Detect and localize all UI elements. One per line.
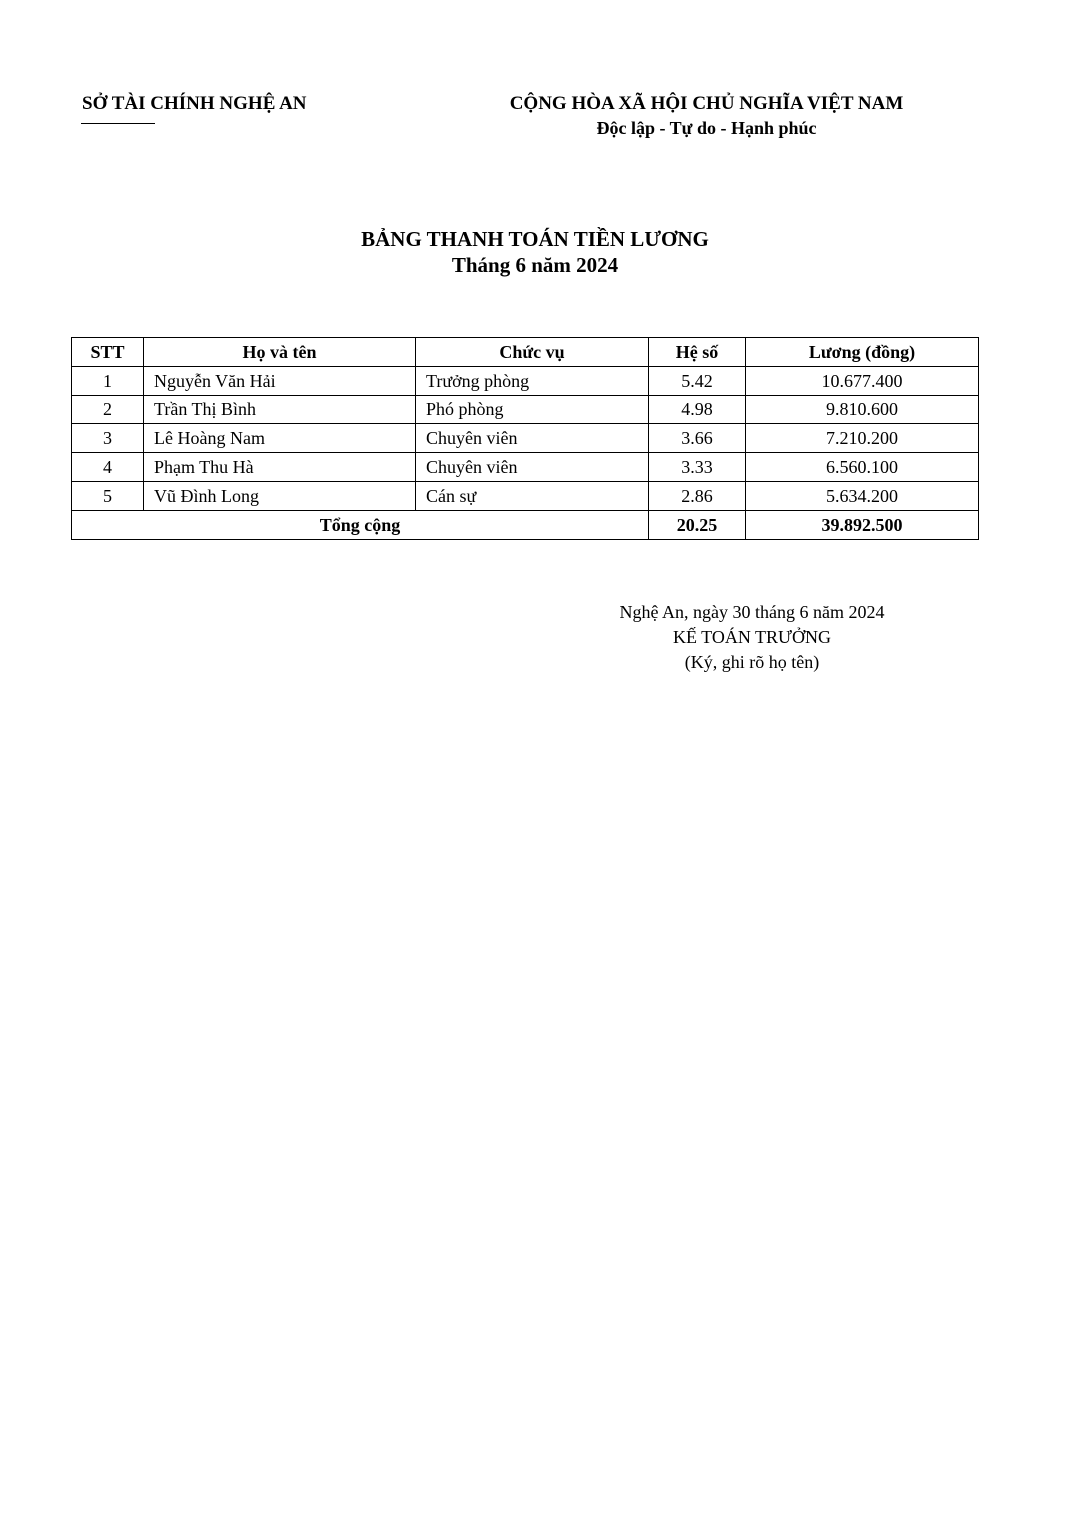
cell-stt: 1	[72, 366, 144, 395]
cell-stt: 3	[72, 424, 144, 453]
cell-position: Phó phòng	[416, 395, 649, 424]
cell-name: Nguyễn Văn Hải	[144, 366, 416, 395]
national-motto: Độc lập - Tự do - Hạnh phúc	[596, 118, 817, 138]
cell-position: Chuyên viên	[416, 424, 649, 453]
document-heading	[0, 227, 1070, 279]
cell-coefficient: 2.86	[649, 481, 746, 510]
organization-name: SỞ TÀI CHÍNH NGHỆ AN	[82, 93, 307, 114]
cell-name: Lê Hoàng Nam	[144, 424, 416, 453]
total-label: Tổng cộng	[72, 510, 649, 539]
payroll-table	[71, 337, 979, 540]
cell-salary: 10.677.400	[746, 366, 979, 395]
table-row	[72, 395, 979, 424]
cell-salary: 9.810.600	[746, 395, 979, 424]
table-header-row	[72, 338, 979, 367]
cell-coefficient: 3.33	[649, 453, 746, 482]
signature-role: KẾ TOÁN TRƯỞNG	[673, 627, 831, 647]
column-header-stt: STT	[72, 338, 144, 367]
national-title: CỘNG HÒA XÃ HỘI CHỦ NGHĨA VIỆT NAM	[509, 93, 904, 114]
national-heading	[480, 93, 933, 141]
column-header-coefficient: Hệ số	[649, 338, 746, 367]
cell-position: Cán sự	[416, 481, 649, 510]
cell-name: Phạm Thu Hà	[144, 453, 416, 482]
document-subtitle: Tháng 6 năm 2024	[451, 253, 619, 277]
table-total-row	[72, 510, 979, 539]
cell-coefficient: 4.98	[649, 395, 746, 424]
signature-note: (Ký, ghi rõ họ tên)	[684, 652, 820, 672]
cell-stt: 5	[72, 481, 144, 510]
cell-position: Chuyên viên	[416, 453, 649, 482]
cell-stt: 4	[72, 453, 144, 482]
column-header-name: Họ và tên	[144, 338, 416, 367]
table-row	[72, 453, 979, 482]
cell-coefficient: 3.66	[649, 424, 746, 453]
table-row	[72, 366, 979, 395]
table-row	[72, 424, 979, 453]
total-salary: 39.892.500	[746, 510, 979, 539]
document-title: BẢNG THANH TOÁN TIỀN LƯƠNG	[361, 227, 709, 251]
cell-stt: 2	[72, 395, 144, 424]
cell-salary: 5.634.200	[746, 481, 979, 510]
signature-place-date: Nghệ An, ngày 30 tháng 6 năm 2024	[619, 602, 885, 622]
signature-block	[600, 600, 904, 675]
cell-salary: 6.560.100	[746, 453, 979, 482]
column-header-salary: Lương (đồng)	[746, 338, 979, 367]
table-row	[72, 481, 979, 510]
cell-coefficient: 5.42	[649, 366, 746, 395]
column-header-position: Chức vụ	[416, 338, 649, 367]
organization-underline	[81, 123, 155, 124]
cell-name: Vũ Đình Long	[144, 481, 416, 510]
cell-position: Trưởng phòng	[416, 366, 649, 395]
cell-name: Trần Thị Bình	[144, 395, 416, 424]
cell-salary: 7.210.200	[746, 424, 979, 453]
total-coefficient: 20.25	[649, 510, 746, 539]
